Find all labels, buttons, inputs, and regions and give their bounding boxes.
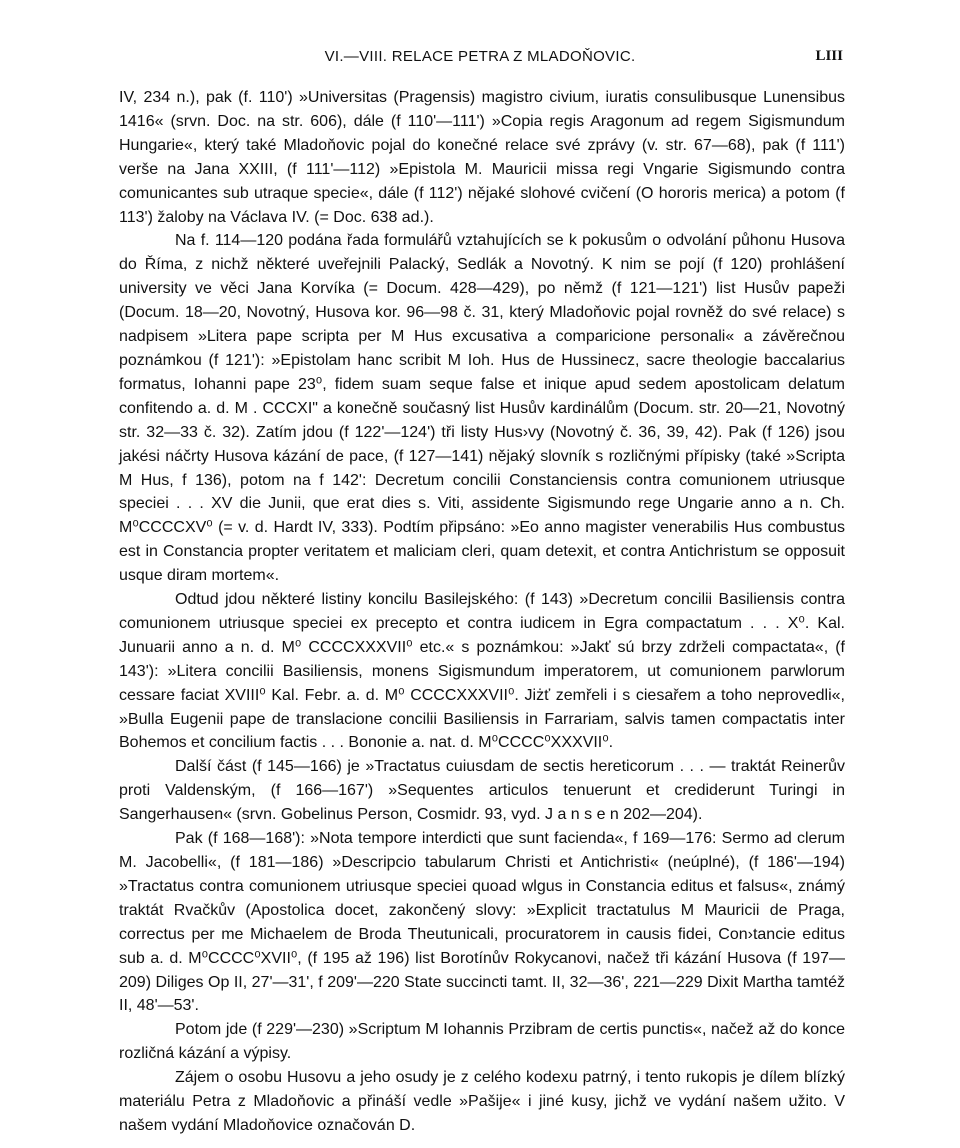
paragraph: Zájem o osobu Husovu a jeho osudy je z celého kodexu patrný, i tento rukopis je dílem blízký materiálu Petra z Mladoňovic a přináší vedle »Pašije« i jiné kusy, jichž ve vydání našem užito. V našem vydání Mladoňovice označován D.	[119, 1069, 845, 1134]
running-title: VI.—VIII. RELACE PETRA Z MLADOŇOVIC.	[324, 48, 636, 65]
paragraph: Další část (f 145—166) je »Tractatus cuiusdam de sectis hereticorum . . . — traktát Reinerův proti Valdenským, (f 166—167') »Sequentes articulos tenuerunt et crediderunt Turingi in Sangerhausen« (srvn. Gobelinus Person, Cosmidr. 93, vyd. J a n s e n 202—204).	[119, 758, 845, 824]
paragraph: Na f. 114—120 podána řada formulářů vztahujících se k pokusům o odvolání půhonu Husova do Říma, z nichž některé uveřejnili Palacký, Sedlák a Novotný. K nim se pojí (f 120) prohlášení university ve věci Jana Korvíka (= Docum. 428—429), po němž (f 121—121') list Husův papeži (Docum. 18—20, Novotný, Husova kor. 96—98 č. 31, který Mladoňovic pojal rovněž do své relace) s nadpisem »Litera pape scripta per M Hus excusativa a comparicione personali« a závěrečnou poznámkou (f 121'): »Epistolam hanc scribit M Ioh. Hus de Hussinecz, sacre theologie baccalarius formatus, Iohanni pape 23⁰, fidem suam seque false et inique apud sedem apostolicam delatum confitendo a. d. M . CCCXI" a konečně současný list Husův kardinálům (Docum. str. 20—21, Novotný str. 32—33 č. 32). Zatím jdou (f 122'—124') tři listy Hus›vy (Novotný č. 36, 39, 42). Pak (f 126) jsou jakési náčrty Husova kázání de pace, (f 127—141) nějaký slovník s rozličnými přípisky (také »Scripta M Hus, f 136), potom na f 142': Decretum concilii Constanciensis contra comunionem utriusque speciei . . . XV die Junii, que erat dies s. Viti, assidente Sigismundo rege Ungarie anno a n. Ch. M⁰CCCCXV⁰ (= v. d. Hardt IV, 333). Podtím připsáno: »Eo anno magister venerabilis Hus combustus est in Constancia propter veritatem et maliciam cleri, quam detexit, et contra Antichristum se opposuit usque diram mortem«.	[119, 232, 845, 585]
paragraph: Potom jde (f 229'—230) »Scriptum M Iohannis Przibram de certis punctis«, načež až do konce rozličná kázání a výpisy.	[119, 1021, 845, 1063]
paragraph: IV, 234 n.), pak (f. 110') »Universitas (Pragensis) magistro civium, iuratis consulibusque Lunensibus 1416« (srvn. Doc. na str. 606), dále (f 110'—111') »Copia regis Aragonum ad regem Sigismundum Hungarie«, který také Mladoňovic pojal do konečné relace své zprávy (v. str. 67—68), pak (f 111') verše na Jana XXIII, (f 111'—112) »Epistola M. Mauricii missa regi Vngarie Sigismundo contra comunicantes sub utraque specie«, dále (f 112') nějaké slohové cvičení (O hororis merica) a potom (f 113') žaloby na Václava IV. (= Doc. 638 ad.).	[119, 89, 845, 226]
paragraph: Pak (f 168—168'): »Nota tempore interdicti que sunt facienda«, f 169—176: Sermo ad clerum M. Jacobelli«, (f 181—186) »Descripcio tabularum Christi et Antichristi« (neúplné), (f 186'—194) »Tractatus contra comunionem utriusque speciei quoad wlgus in Constancia editus et falsus«, známý traktát Rvačkův (Apostolica docet, zakončený slovy: »Explicit tractatulus M Mauricii de Praga, correctus per me Michaelem de Broda Theutunicali, procuratorem in causis fidei, Con›tancie editus sub a. d. M⁰CCCC⁰XVII⁰, (f 195 až 196) list Borotínův Rokycanovi, načež tři kázání Husova (f 197—209) Diliges Op II, 27'—31', f 209'—220 State succincti tamt. II, 32—36', 221—229 Dixit Martha tamtéž II, 48'—53'.	[119, 830, 845, 1015]
body-text	[119, 86, 845, 1138]
page-number: LIII	[815, 48, 843, 64]
paragraph: Odtud jdou některé listiny koncilu Basilejského: (f 143) »Decretum concilii Basiliensis contra comunionem utriusque speciei ex precepto et contra iudicem in Egra compactatum . . . X⁰. Kal. Junuarii anno a n. d. M⁰ CCCCXXXVII⁰ etc.« s poznámkou: »Jakť sú brzy zdrželi compactata«, (f 143'): »Litera concilii Basiliensis, monens Sigismundum imperatorem, ut comunionem parwlorum cessare faciat XVIII⁰ Kal. Febr. a. d. M⁰ CCCCXXXVII⁰. Jiżť zemřeli i s ciesařem a toho neprovedli«, »Bulla Eugenii pape de translacione concilii Basiliensis in Farrariam, salvis tamen compactatis inter Bohemos et concilium factis . . . Bononie a. nat. d. M⁰CCCC⁰XXXVII⁰.	[119, 591, 845, 752]
running-head	[0, 48, 960, 78]
